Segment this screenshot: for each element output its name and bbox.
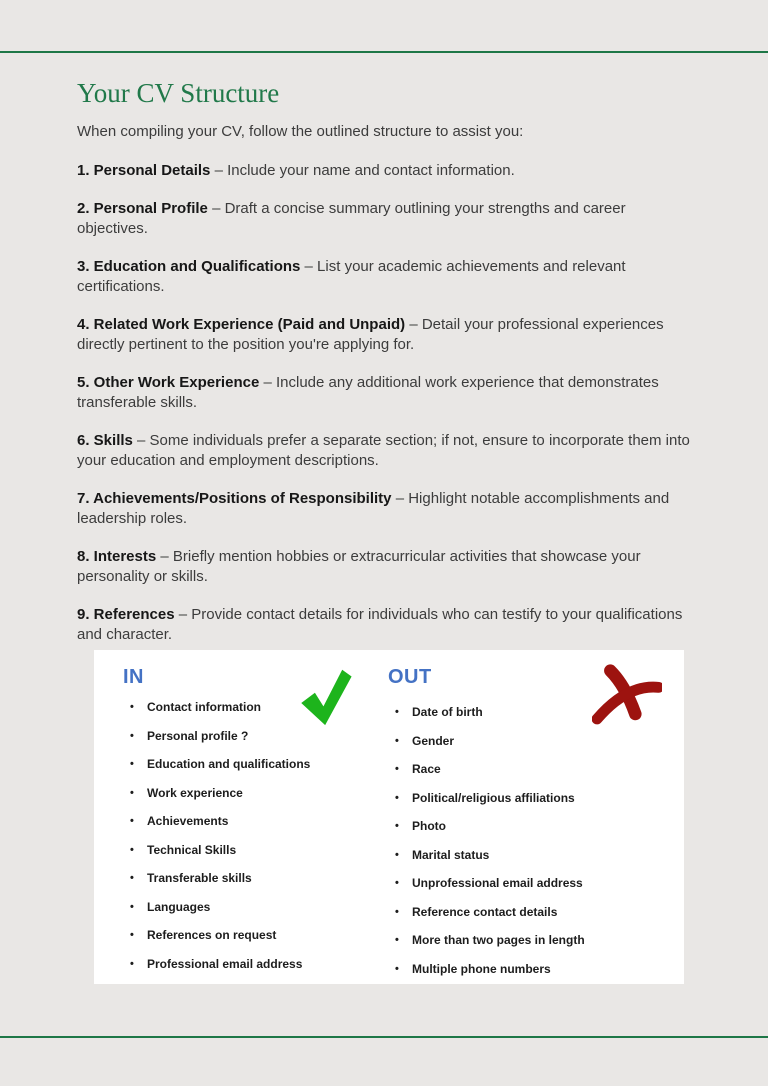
cv-item-7	[77, 489, 694, 528]
cv-item-desc: – Some individuals prefer a separate section; if not, ensure to incorporate them into your education and employment descriptions.	[77, 432, 690, 469]
cv-item-label: 8. Interests	[77, 548, 157, 565]
cv-item-label: 3. Education and Qualifications	[77, 258, 301, 275]
bullet-icon: •	[130, 929, 134, 941]
cv-item-desc: – Briefly mention hobbies or extracurricular activities that showcase your personality or skills.	[77, 548, 641, 585]
out-list-item	[395, 877, 673, 890]
cv-item-1	[77, 161, 694, 181]
top-divider	[0, 51, 768, 53]
cv-item-label: 9. References	[77, 606, 175, 623]
out-list-item	[395, 934, 673, 947]
out-item-text: Reference contact details	[412, 904, 558, 919]
in-item-text: Contact information	[147, 700, 261, 714]
bullet-icon: •	[130, 957, 134, 970]
in-out-comparison-image	[94, 650, 684, 984]
in-list-item	[130, 730, 358, 743]
cv-item-desc: – Highlight notable accomplishments and leadership roles.	[77, 490, 670, 527]
out-item-text: Date of birth	[412, 705, 483, 719]
cv-item-label: 7. Achievements/Positions of Responsibility	[77, 490, 392, 507]
bullet-icon: •	[395, 934, 399, 946]
bullet-icon: •	[130, 843, 134, 856]
out-item-text: Race	[412, 762, 441, 776]
in-list-item	[130, 701, 358, 714]
out-column	[388, 666, 673, 991]
cv-item-8	[77, 547, 694, 586]
in-item-text: Personal profile ?	[147, 728, 249, 743]
out-list-item	[395, 792, 673, 805]
bullet-icon: •	[395, 820, 399, 832]
out-item-text: Unprofessional email address	[412, 876, 583, 890]
in-heading: IN	[123, 666, 144, 688]
cv-item-desc: – List your academic achievements and relevant certifications.	[77, 258, 626, 295]
out-item-text: Political/religious affiliations	[412, 790, 575, 805]
in-item-text: Education and qualifications	[147, 757, 311, 771]
in-list-item	[130, 815, 358, 828]
in-list-item	[130, 758, 358, 771]
cv-item-9	[77, 605, 694, 644]
cv-item-label: 6. Skills	[77, 432, 133, 449]
bottom-divider	[0, 1036, 768, 1038]
cv-item-desc: – Provide contact details for individuals who can testify to your qualifications and character.	[77, 606, 683, 643]
page-title: Your CV Structure	[77, 78, 280, 108]
cv-item-label: 5. Other Work Experience	[77, 374, 260, 391]
out-item-text: Gender	[412, 733, 455, 748]
bullet-icon: •	[130, 729, 134, 742]
bullet-icon: •	[395, 734, 399, 747]
out-list-item	[395, 849, 673, 862]
in-list-item	[130, 872, 358, 885]
cv-item-label: 1. Personal Details	[77, 161, 211, 179]
bullet-icon: •	[395, 877, 399, 889]
out-list-item	[395, 735, 673, 748]
cv-item-label: 4. Related Work Experience (Paid and Unpaid)	[77, 316, 406, 333]
main-content	[77, 76, 694, 663]
in-item-text: Achievements	[147, 814, 229, 828]
bullet-icon: •	[395, 848, 399, 861]
out-item-text: Photo	[412, 819, 446, 833]
in-list-item	[130, 901, 358, 914]
out-list-item	[395, 763, 673, 776]
out-item-text: Marital status	[412, 847, 490, 862]
out-item-text: Multiple phone numbers	[412, 961, 551, 976]
out-list-item	[395, 706, 673, 719]
out-list-item	[395, 906, 673, 919]
cv-item-6	[77, 431, 694, 470]
in-item-text: Professional email address	[147, 956, 303, 971]
cv-item-3	[77, 257, 694, 296]
out-heading: OUT	[388, 666, 432, 688]
in-item-text: References on request	[147, 928, 277, 942]
intro-paragraph: When compiling your CV, follow the outlined structure to assist you:	[77, 123, 524, 140]
cv-item-label: 2. Personal Profile	[77, 200, 208, 217]
out-list-item	[395, 820, 673, 833]
cv-item-desc: – Include your name and contact information.	[214, 161, 515, 179]
out-list-item	[395, 963, 673, 976]
bullet-icon: •	[395, 763, 399, 775]
bullet-icon: •	[130, 815, 134, 827]
in-item-text: Transferable skills	[147, 871, 252, 885]
cv-item-desc: – Include any additional work experience that demonstrates transferable skills.	[77, 374, 659, 411]
cv-item-5	[77, 373, 694, 412]
out-item-text: More than two pages in length	[412, 933, 585, 947]
bullet-icon: •	[395, 905, 399, 918]
in-list-item	[130, 929, 358, 942]
bullet-icon: •	[130, 758, 134, 770]
bullet-icon: •	[130, 701, 134, 713]
in-list-item	[130, 787, 358, 800]
bullet-icon: •	[130, 872, 134, 884]
bullet-icon: •	[395, 706, 399, 718]
bullet-icon: •	[130, 786, 134, 799]
in-column	[123, 666, 358, 986]
bullet-icon: •	[395, 962, 399, 975]
out-list	[388, 706, 673, 976]
bullet-icon: •	[130, 900, 134, 913]
cv-item-2	[77, 199, 694, 238]
in-list-item	[130, 844, 358, 857]
in-list-item	[130, 958, 358, 971]
in-item-text: Technical Skills	[147, 842, 237, 857]
cv-item-desc: – Draft a concise summary outlining your strengths and career objectives.	[77, 200, 626, 237]
cv-item-4	[77, 315, 694, 354]
in-list	[123, 701, 358, 971]
in-item-text: Languages	[147, 899, 211, 914]
bullet-icon: •	[395, 791, 399, 804]
cv-item-desc: – Detail your professional experiences directly pertinent to the position you're applying for.	[77, 316, 664, 353]
in-item-text: Work experience	[147, 785, 243, 800]
